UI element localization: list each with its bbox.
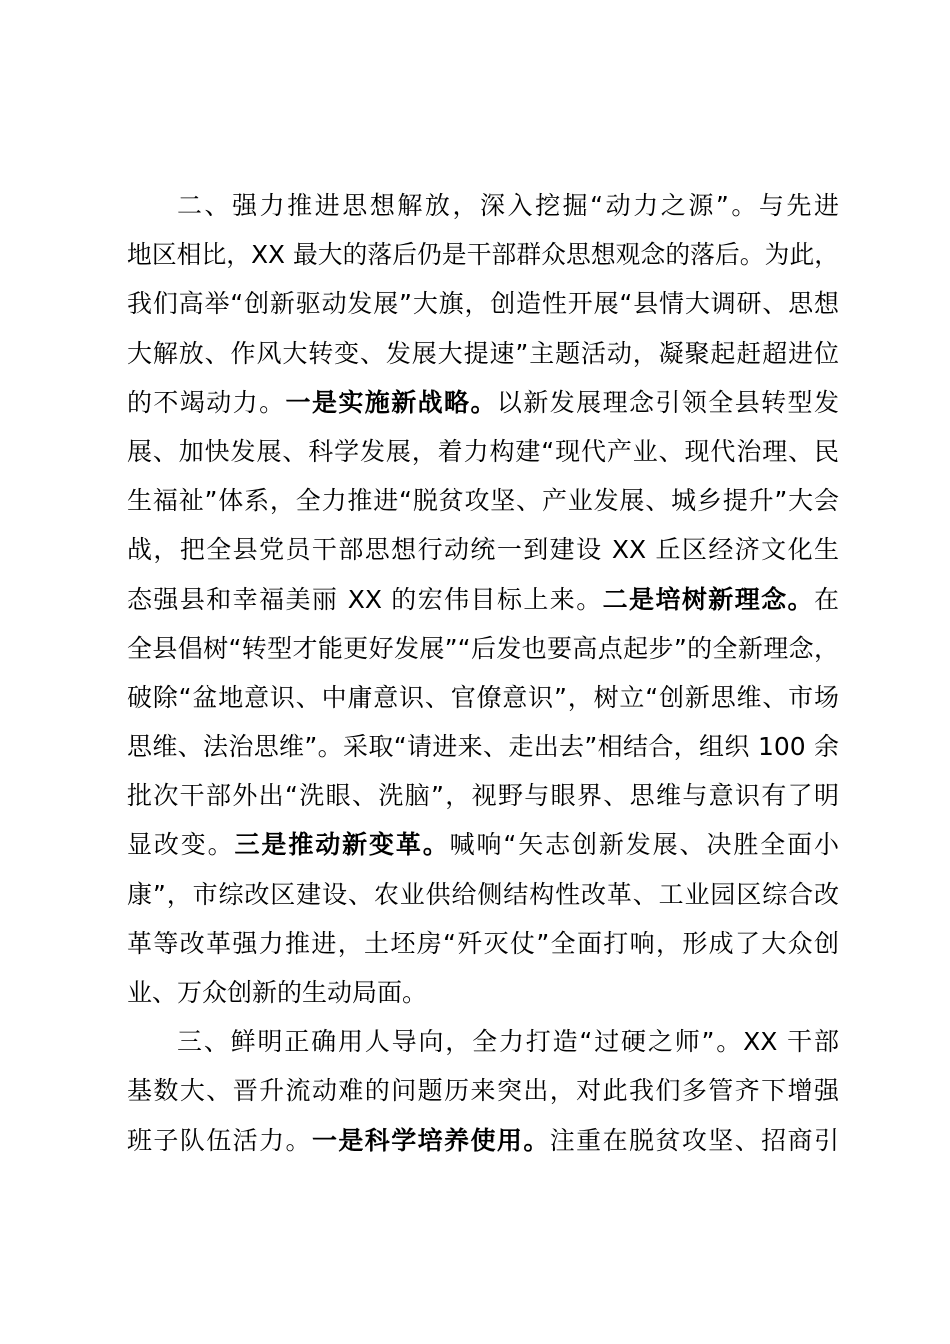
text-line bbox=[127, 575, 839, 624]
text-line bbox=[127, 1017, 839, 1066]
text-line bbox=[127, 525, 839, 574]
body-text-segment: 二、强力推进思想解放，深入挖掘“动力之源”。与先进 bbox=[177, 191, 839, 220]
text-line bbox=[127, 1066, 839, 1115]
body-text-segment: 三、鲜明正确用人导向，全力打造“过硬之师”。XX 干部 bbox=[177, 1027, 839, 1057]
body-text-segment: 喊响“矢志创新发展、决胜全面小 bbox=[449, 830, 839, 860]
text-line bbox=[127, 378, 839, 427]
body-text-segment: 显改变。 bbox=[127, 830, 235, 860]
body-text-segment: 注重在脱贫攻坚、招商引 bbox=[549, 1125, 839, 1155]
text-line bbox=[127, 968, 839, 1017]
text-line bbox=[127, 771, 839, 820]
text-line bbox=[127, 722, 839, 771]
body-text-segment: 班子队伍活力。 bbox=[127, 1125, 312, 1155]
body-text-segment: 在 bbox=[813, 584, 839, 614]
body-text-segment: 思维、法治思维”。采取“请进来、走出去”相结合，组织 100 余 bbox=[127, 732, 839, 762]
paragraph bbox=[127, 181, 839, 1017]
text-line bbox=[127, 476, 839, 525]
body-text-segment: 以新发展理念引领全县转型发 bbox=[496, 387, 839, 417]
body-text-segment: 战，把全县党员干部思想行动统一到建设 XX 丘区经济文化生 bbox=[127, 535, 839, 565]
text-line bbox=[127, 230, 839, 279]
body-text-segment: 地区相比，XX 最大的落后仍是干部群众思想观念的落后。为此， bbox=[127, 240, 839, 270]
body-text-segment: 展、加快发展、科学发展，着力构建“现代产业、现代治理、民 bbox=[127, 436, 839, 466]
text-line bbox=[127, 673, 839, 722]
body-text-segment: 的不竭动力。 bbox=[127, 387, 286, 417]
text-line bbox=[127, 624, 839, 673]
body-text-segment: 态强县和幸福美丽 XX 的宏伟目标上来。 bbox=[127, 584, 603, 614]
text-line bbox=[127, 870, 839, 919]
body-text-segment: 大解放、作风大转变、发展大提速”主题活动，凝聚起赶超进位 bbox=[127, 338, 839, 368]
paragraph bbox=[127, 1017, 839, 1165]
body-text-segment: 批次干部外出“洗眼、洗脑”，视野与眼界、思维与意识有了明 bbox=[127, 781, 839, 811]
body-text-segment: 生福祉”体系，全力推进“脱贫攻坚、产业发展、城乡提升”大会 bbox=[127, 486, 839, 516]
text-line bbox=[127, 329, 839, 378]
bold-heading-text: 一是科学培养使用。 bbox=[311, 1125, 550, 1155]
bold-heading-text: 三是推动新变革。 bbox=[234, 830, 450, 860]
body-text-segment: 康”，市综改区建设、农业供给侧结构性改革、工业园区综合改 bbox=[127, 879, 839, 909]
body-text-segment: 革等改革强力推进，土坯房“歼灭仗”全面打响，形成了大众创 bbox=[127, 928, 839, 958]
bold-heading-text: 二是培树新理念。 bbox=[602, 584, 814, 614]
text-line bbox=[127, 427, 839, 476]
text-line bbox=[127, 181, 839, 230]
body-text-segment: 破除“盆地意识、中庸意识、官僚意识”，树立“创新思维、市场 bbox=[127, 682, 839, 712]
body-text-segment: 基数大、晋升流动难的问题历来突出，对此我们多管齐下增强 bbox=[127, 1076, 839, 1106]
text-line bbox=[127, 919, 839, 968]
text-line bbox=[127, 820, 839, 869]
document-body bbox=[127, 181, 839, 1165]
body-text-segment: 全县倡树“转型才能更好发展”“后发也要高点起步”的全新理念， bbox=[127, 633, 839, 663]
bold-heading-text: 一是实施新战略。 bbox=[285, 387, 497, 417]
text-line bbox=[127, 279, 839, 328]
body-text-segment: 我们高举“创新驱动发展”大旗，创造性开展“县情大调研、思想 bbox=[127, 289, 839, 319]
body-text-segment: 业、万众创新的生动局面。 bbox=[127, 978, 428, 1007]
text-line bbox=[127, 1116, 839, 1165]
